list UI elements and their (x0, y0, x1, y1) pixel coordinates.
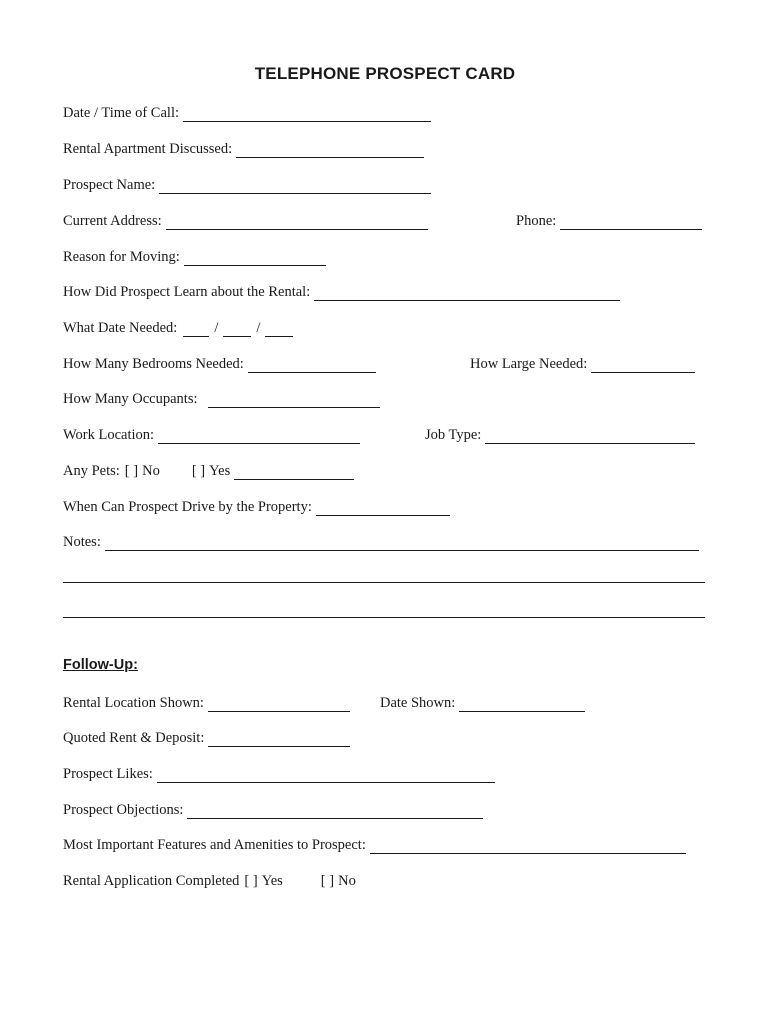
application-row (0, 870, 770, 892)
reason-label: Reason for Moving: (63, 249, 180, 265)
reason-field[interactable] (184, 251, 326, 266)
phone-label: Phone: (516, 213, 557, 229)
notes-line-3[interactable] (63, 617, 705, 618)
work-row (0, 424, 770, 446)
quoted-rent-row (0, 727, 770, 749)
prospect-name-row (0, 174, 770, 196)
pets-yes-field[interactable] (234, 465, 354, 480)
work-location-field[interactable] (158, 429, 360, 444)
reason-row (0, 246, 770, 268)
date-separator: / (256, 320, 261, 336)
date-needed-label: What Date Needed: (63, 320, 178, 336)
application-no-label: No (338, 873, 356, 889)
pets-label: Any Pets: (63, 463, 120, 479)
features-row (0, 834, 770, 856)
job-type-label: Job Type: (425, 427, 482, 443)
bedrooms-label: How Many Bedrooms Needed: (63, 356, 244, 372)
objections-row (0, 799, 770, 821)
likes-label: Prospect Likes: (63, 766, 153, 782)
date-time-row (0, 102, 770, 124)
notes-field[interactable] (105, 536, 699, 551)
date-shown-label: Date Shown: (380, 695, 456, 711)
page-title: TELEPHONE PROSPECT CARD (254, 64, 516, 83)
learn-row (0, 281, 770, 303)
phone-field[interactable] (560, 215, 702, 230)
pets-row (0, 460, 770, 482)
pets-no-label: No (142, 463, 160, 479)
bedrooms-row (0, 353, 770, 375)
date-time-label: Date / Time of Call: (63, 105, 179, 121)
application-label: Rental Application Completed (63, 873, 240, 889)
pets-no-checkbox[interactable]: [ ] (124, 463, 139, 479)
date-shown-field[interactable] (459, 697, 585, 712)
features-field[interactable] (370, 839, 686, 854)
prospect-name-label: Prospect Name: (63, 177, 156, 193)
work-location-label: Work Location: (63, 427, 155, 443)
followup-heading: Follow-Up: (63, 657, 138, 673)
pets-yes-checkbox[interactable]: [ ] (191, 463, 206, 479)
learn-label: How Did Prospect Learn about the Rental: (63, 284, 311, 300)
quoted-rent-field[interactable] (208, 732, 350, 747)
application-yes-label: Yes (261, 873, 283, 889)
rental-discussed-label: Rental Apartment Discussed: (63, 141, 233, 157)
current-address-label: Current Address: (63, 213, 162, 229)
drive-by-row (0, 496, 770, 518)
likes-row (0, 763, 770, 785)
learn-field[interactable] (314, 286, 620, 301)
location-shown-field[interactable] (208, 697, 350, 712)
occupants-row (0, 388, 770, 410)
objections-field[interactable] (187, 804, 483, 819)
date-time-field[interactable] (183, 107, 431, 122)
bedrooms-field[interactable] (248, 358, 376, 373)
date-separator: / (214, 320, 219, 336)
features-label: Most Important Features and Amenities to Prospect: (63, 837, 366, 853)
how-large-field[interactable] (591, 358, 695, 373)
rental-discussed-row (0, 138, 770, 160)
rental-discussed-field[interactable] (236, 143, 424, 158)
application-no-checkbox[interactable]: [ ] (320, 873, 335, 889)
notes-label: Notes: (63, 534, 101, 550)
location-shown-label: Rental Location Shown: (63, 695, 204, 711)
date-needed-month-field[interactable] (183, 322, 209, 337)
location-shown-row (0, 692, 770, 714)
drive-by-field[interactable] (316, 501, 450, 516)
occupants-label: How Many Occupants: (63, 391, 198, 407)
objections-label: Prospect Objections: (63, 802, 184, 818)
likes-field[interactable] (157, 768, 495, 783)
pets-yes-label: Yes (209, 463, 231, 479)
address-phone-row (0, 210, 770, 232)
date-needed-day-field[interactable] (223, 322, 251, 337)
date-needed-year-field[interactable] (265, 322, 293, 337)
current-address-field[interactable] (166, 215, 428, 230)
how-large-label: How Large Needed: (470, 356, 588, 372)
notes-line-2[interactable] (63, 582, 705, 583)
drive-by-label: When Can Prospect Drive by the Property: (63, 499, 312, 515)
occupants-field[interactable] (208, 393, 380, 408)
notes-row (0, 531, 770, 553)
prospect-name-field[interactable] (159, 179, 431, 194)
quoted-rent-label: Quoted Rent & Deposit: (63, 730, 205, 746)
job-type-field[interactable] (485, 429, 695, 444)
application-yes-checkbox[interactable]: [ ] (244, 873, 258, 889)
date-needed-row (0, 317, 770, 339)
